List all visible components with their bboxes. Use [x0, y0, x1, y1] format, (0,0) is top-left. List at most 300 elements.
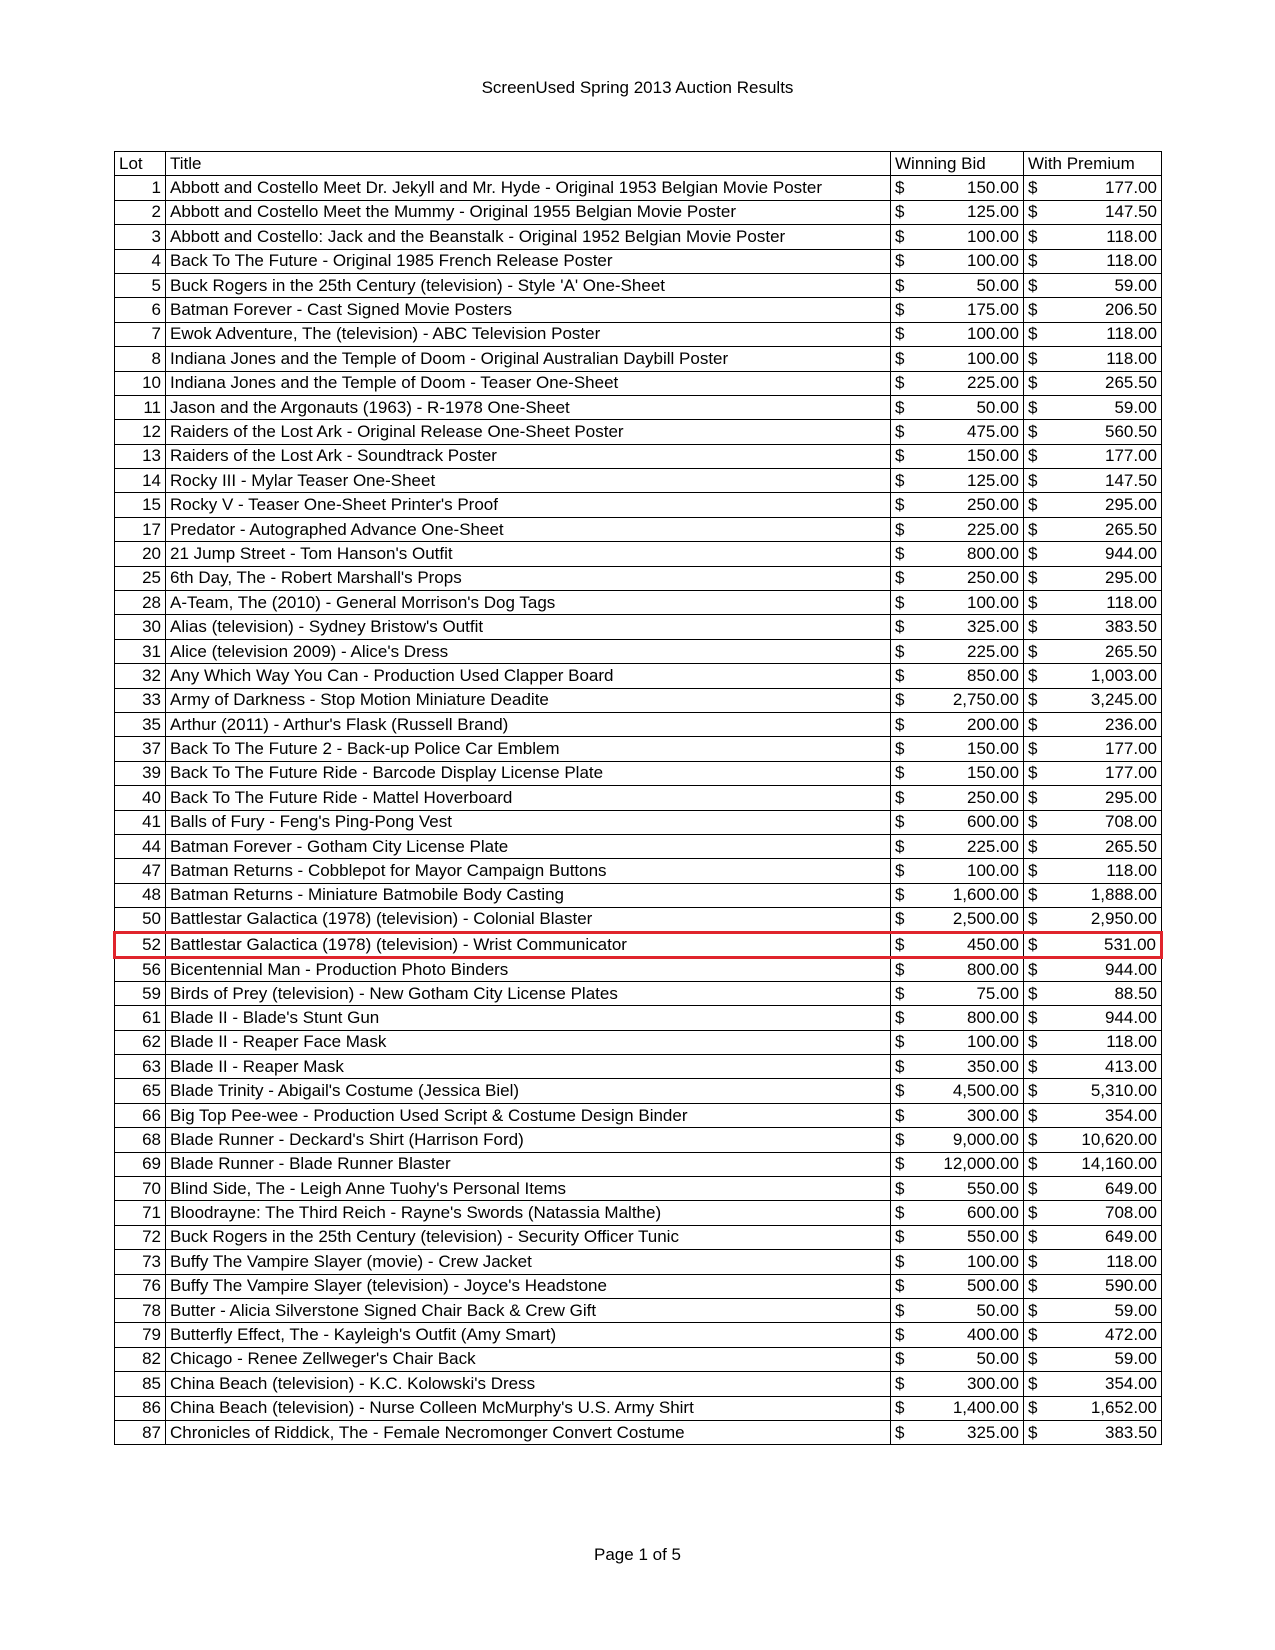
winning-bid-cell	[891, 1347, 1024, 1371]
table-row	[115, 1103, 1162, 1127]
title-cell: China Beach (television) - Nurse Colleen McMurphy's U.S. Army Shirt	[166, 1396, 891, 1420]
lot-cell: 10	[115, 371, 166, 395]
winning-bid-cell	[891, 322, 1024, 346]
table-row	[115, 981, 1162, 1005]
lot-cell: 11	[115, 395, 166, 419]
with-premium-cell	[1024, 1250, 1162, 1274]
lot-cell: 6	[115, 298, 166, 322]
currency-symbol: $	[1028, 861, 1038, 881]
currency-symbol: $	[895, 1032, 905, 1052]
table-row	[115, 298, 1162, 322]
header-lot: Lot	[115, 152, 166, 176]
with-premium-cell	[1024, 957, 1162, 981]
winning-bid-cell	[891, 688, 1024, 712]
winning-bid-value: 225.00	[967, 373, 1019, 393]
lot-cell: 82	[115, 1347, 166, 1371]
winning-bid-cell	[891, 1250, 1024, 1274]
with-premium-cell	[1024, 1006, 1162, 1030]
lot-cell: 85	[115, 1372, 166, 1396]
title-cell: Bloodrayne: The Third Reich - Rayne's Swords (Natassia Malthe)	[166, 1201, 891, 1225]
with-premium-cell	[1024, 786, 1162, 810]
currency-symbol: $	[1028, 1300, 1038, 1320]
winning-bid-cell	[891, 1396, 1024, 1420]
with-premium-value: 10,620.00	[1081, 1129, 1157, 1149]
with-premium-cell	[1024, 737, 1162, 761]
lot-cell: 37	[115, 737, 166, 761]
currency-symbol: $	[895, 812, 905, 832]
document-title: ScreenUsed Spring 2013 Auction Results	[481, 78, 794, 97]
with-premium-cell	[1024, 664, 1162, 688]
winning-bid-value: 200.00	[967, 714, 1019, 734]
table-row	[115, 225, 1162, 249]
lot-cell: 3	[115, 225, 166, 249]
lot-cell: 40	[115, 786, 166, 810]
winning-bid-cell	[891, 273, 1024, 297]
table-row	[115, 371, 1162, 395]
winning-bid-cell	[891, 810, 1024, 834]
winning-bid-cell	[891, 932, 1024, 957]
currency-symbol: $	[1028, 1349, 1038, 1369]
title-cell: Battlestar Galactica (1978) (television) - Wrist Communicator	[166, 932, 891, 957]
title-cell: Buck Rogers in the 25th Century (television) - Security Officer Tunic	[166, 1225, 891, 1249]
winning-bid-cell	[891, 664, 1024, 688]
with-premium-value: 531.00	[1104, 934, 1156, 954]
currency-symbol: $	[895, 348, 905, 368]
lot-cell: 20	[115, 542, 166, 566]
table-header-row	[115, 152, 1162, 176]
currency-symbol: $	[895, 1007, 905, 1027]
currency-symbol: $	[1028, 739, 1038, 759]
lot-cell: 48	[115, 883, 166, 907]
table-row	[115, 1177, 1162, 1201]
winning-bid-value: 325.00	[967, 617, 1019, 637]
winning-bid-value: 1,400.00	[952, 1398, 1019, 1418]
table-body	[115, 176, 1162, 1445]
winning-bid-value: 550.00	[967, 1227, 1019, 1247]
currency-symbol: $	[1028, 617, 1038, 637]
currency-symbol: $	[1028, 665, 1038, 685]
winning-bid-cell	[891, 347, 1024, 371]
winning-bid-value: 12,000.00	[943, 1154, 1019, 1174]
winning-bid-cell	[891, 1323, 1024, 1347]
table-row	[115, 737, 1162, 761]
currency-symbol: $	[1028, 226, 1038, 246]
table-row	[115, 883, 1162, 907]
page-number: Page 1 of 5	[594, 1545, 681, 1564]
winning-bid-value: 600.00	[967, 1203, 1019, 1223]
with-premium-value: 59.00	[1114, 1349, 1157, 1369]
with-premium-value: 295.00	[1105, 787, 1157, 807]
currency-symbol: $	[1028, 251, 1038, 271]
title-cell: Predator - Autographed Advance One-Sheet	[166, 517, 891, 541]
table-row	[115, 1079, 1162, 1103]
currency-symbol: $	[895, 1373, 905, 1393]
title-cell: Raiders of the Lost Ark - Soundtrack Poster	[166, 444, 891, 468]
with-premium-value: 649.00	[1105, 1178, 1157, 1198]
currency-symbol: $	[895, 959, 905, 979]
with-premium-value: 59.00	[1114, 397, 1157, 417]
lot-cell: 5	[115, 273, 166, 297]
table-row	[115, 591, 1162, 615]
winning-bid-cell	[891, 298, 1024, 322]
lot-cell: 56	[115, 957, 166, 981]
winning-bid-value: 100.00	[967, 348, 1019, 368]
title-cell: Back To The Future Ride - Mattel Hoverboard	[166, 786, 891, 810]
currency-symbol: $	[895, 665, 905, 685]
winning-bid-value: 150.00	[967, 739, 1019, 759]
currency-symbol: $	[895, 690, 905, 710]
winning-bid-cell	[891, 371, 1024, 395]
currency-symbol: $	[1028, 1325, 1038, 1345]
currency-symbol: $	[1028, 348, 1038, 368]
with-premium-cell	[1024, 371, 1162, 395]
lot-cell: 70	[115, 1177, 166, 1201]
with-premium-cell	[1024, 761, 1162, 785]
lot-cell: 25	[115, 566, 166, 590]
lot-cell: 33	[115, 688, 166, 712]
with-premium-value: 590.00	[1105, 1276, 1157, 1296]
with-premium-cell	[1024, 981, 1162, 1005]
table-row	[115, 249, 1162, 273]
table-row	[115, 639, 1162, 663]
with-premium-value: 708.00	[1105, 1203, 1157, 1223]
table-row	[115, 566, 1162, 590]
currency-symbol: $	[895, 885, 905, 905]
title-cell: 6th Day, The - Robert Marshall's Props	[166, 566, 891, 590]
with-premium-cell	[1024, 1396, 1162, 1420]
table-row	[115, 810, 1162, 834]
winning-bid-value: 2,500.00	[952, 909, 1019, 929]
with-premium-value: 147.50	[1105, 202, 1157, 222]
lot-cell: 63	[115, 1055, 166, 1079]
currency-symbol: $	[1028, 519, 1038, 539]
title-cell: Rocky III - Mylar Teaser One-Sheet	[166, 469, 891, 493]
table-row	[115, 1274, 1162, 1298]
currency-symbol: $	[895, 714, 905, 734]
table-row	[115, 664, 1162, 688]
winning-bid-value: 300.00	[967, 1373, 1019, 1393]
winning-bid-value: 250.00	[967, 495, 1019, 515]
currency-symbol: $	[895, 470, 905, 490]
currency-symbol: $	[895, 1227, 905, 1247]
with-premium-value: 118.00	[1106, 348, 1157, 368]
lot-cell: 68	[115, 1128, 166, 1152]
winning-bid-cell	[891, 1128, 1024, 1152]
title-cell: Birds of Prey (television) - New Gotham City License Plates	[166, 981, 891, 1005]
table-row	[115, 176, 1162, 200]
header-winning-bid: Winning Bid	[891, 152, 1024, 176]
currency-symbol: $	[895, 1251, 905, 1271]
title-cell: Buffy The Vampire Slayer (movie) - Crew Jacket	[166, 1250, 891, 1274]
table-row	[115, 1201, 1162, 1225]
winning-bid-cell	[891, 615, 1024, 639]
title-cell: Alias (television) - Sydney Bristow's Outfit	[166, 615, 891, 639]
currency-symbol: $	[1028, 1154, 1038, 1174]
table-row	[115, 493, 1162, 517]
winning-bid-value: 50.00	[976, 1349, 1019, 1369]
winning-bid-value: 50.00	[976, 397, 1019, 417]
lot-cell: 62	[115, 1030, 166, 1054]
title-cell: Indiana Jones and the Temple of Doom - Teaser One-Sheet	[166, 371, 891, 395]
winning-bid-cell	[891, 444, 1024, 468]
currency-symbol: $	[895, 373, 905, 393]
lot-cell: 79	[115, 1323, 166, 1347]
table-row	[115, 1055, 1162, 1079]
title-cell: Blade II - Reaper Face Mask	[166, 1030, 891, 1054]
lot-cell: 4	[115, 249, 166, 273]
currency-symbol: $	[1028, 397, 1038, 417]
title-cell: Jason and the Argonauts (1963) - R-1978 One-Sheet	[166, 395, 891, 419]
with-premium-value: 3,245.00	[1090, 690, 1157, 710]
currency-symbol: $	[895, 1349, 905, 1369]
with-premium-value: 944.00	[1105, 1007, 1157, 1027]
with-premium-value: 560.50	[1105, 421, 1157, 441]
currency-symbol: $	[1028, 470, 1038, 490]
title-cell: Chicago - Renee Zellweger's Chair Back	[166, 1347, 891, 1371]
currency-symbol: $	[1028, 690, 1038, 710]
lot-cell: 41	[115, 810, 166, 834]
currency-symbol: $	[1028, 202, 1038, 222]
currency-symbol: $	[895, 1203, 905, 1223]
currency-symbol: $	[895, 934, 905, 954]
winning-bid-cell	[891, 395, 1024, 419]
winning-bid-value: 800.00	[967, 1007, 1019, 1027]
title-cell: Big Top Pee-wee - Production Used Script & Costume Design Binder	[166, 1103, 891, 1127]
title-cell: Blade Runner - Blade Runner Blaster	[166, 1152, 891, 1176]
currency-symbol: $	[895, 226, 905, 246]
winning-bid-value: 4,500.00	[952, 1081, 1019, 1101]
with-premium-cell	[1024, 273, 1162, 297]
lot-cell: 65	[115, 1079, 166, 1103]
lot-cell: 15	[115, 493, 166, 517]
title-cell: Back To The Future Ride - Barcode Display License Plate	[166, 761, 891, 785]
with-premium-cell	[1024, 1128, 1162, 1152]
currency-symbol: $	[895, 495, 905, 515]
title-cell: Arthur (2011) - Arthur's Flask (Russell Brand)	[166, 712, 891, 736]
currency-symbol: $	[895, 251, 905, 271]
currency-symbol: $	[895, 763, 905, 783]
with-premium-value: 147.50	[1105, 470, 1157, 490]
title-cell: Blade II - Reaper Mask	[166, 1055, 891, 1079]
with-premium-value: 2,950.00	[1090, 909, 1157, 929]
currency-symbol: $	[1028, 178, 1038, 198]
winning-bid-cell	[891, 1079, 1024, 1103]
winning-bid-value: 850.00	[967, 665, 1019, 685]
with-premium-cell	[1024, 1079, 1162, 1103]
winning-bid-cell	[891, 908, 1024, 932]
currency-symbol: $	[1028, 1056, 1038, 1076]
title-cell: Abbott and Costello: Jack and the Beanstalk - Original 1952 Belgian Movie Poster	[166, 225, 891, 249]
lot-cell: 47	[115, 859, 166, 883]
with-premium-cell	[1024, 469, 1162, 493]
lot-cell: 28	[115, 591, 166, 615]
with-premium-value: 265.50	[1105, 519, 1157, 539]
with-premium-value: 118.00	[1106, 324, 1157, 344]
winning-bid-value: 100.00	[967, 861, 1019, 881]
with-premium-cell	[1024, 712, 1162, 736]
currency-symbol: $	[895, 421, 905, 441]
title-cell: Batman Forever - Cast Signed Movie Posters	[166, 298, 891, 322]
with-premium-cell	[1024, 932, 1162, 957]
with-premium-value: 383.50	[1105, 617, 1157, 637]
title-cell: Back To The Future - Original 1985 French Release Poster	[166, 249, 891, 273]
winning-bid-cell	[891, 1201, 1024, 1225]
winning-bid-value: 350.00	[967, 1056, 1019, 1076]
winning-bid-value: 100.00	[967, 251, 1019, 271]
with-premium-cell	[1024, 298, 1162, 322]
with-premium-cell	[1024, 688, 1162, 712]
winning-bid-cell	[891, 883, 1024, 907]
title-cell: Bicentennial Man - Production Photo Binders	[166, 957, 891, 981]
currency-symbol: $	[895, 1300, 905, 1320]
with-premium-value: 118.00	[1106, 861, 1157, 881]
winning-bid-value: 800.00	[967, 543, 1019, 563]
winning-bid-value: 225.00	[967, 836, 1019, 856]
title-cell: Blade II - Blade's Stunt Gun	[166, 1006, 891, 1030]
lot-cell: 32	[115, 664, 166, 688]
title-cell: Alice (television 2009) - Alice's Dress	[166, 639, 891, 663]
table-row	[115, 200, 1162, 224]
winning-bid-value: 475.00	[967, 421, 1019, 441]
winning-bid-value: 50.00	[976, 275, 1019, 295]
auction-results-table	[113, 151, 1163, 1445]
currency-symbol: $	[1028, 934, 1038, 954]
table-row	[115, 444, 1162, 468]
title-cell: Batman Forever - Gotham City License Plate	[166, 834, 891, 858]
currency-symbol: $	[895, 275, 905, 295]
winning-bid-value: 125.00	[967, 202, 1019, 222]
currency-symbol: $	[895, 202, 905, 222]
currency-symbol: $	[895, 1154, 905, 1174]
with-premium-value: 383.50	[1105, 1422, 1157, 1442]
table-row	[115, 761, 1162, 785]
with-premium-cell	[1024, 1420, 1162, 1444]
title-cell: Blade Trinity - Abigail's Costume (Jessica Biel)	[166, 1079, 891, 1103]
with-premium-cell	[1024, 200, 1162, 224]
currency-symbol: $	[895, 1081, 905, 1101]
currency-symbol: $	[895, 446, 905, 466]
lot-cell: 78	[115, 1298, 166, 1322]
lot-cell: 8	[115, 347, 166, 371]
winning-bid-cell	[891, 1006, 1024, 1030]
winning-bid-cell	[891, 981, 1024, 1005]
winning-bid-value: 175.00	[967, 300, 1019, 320]
winning-bid-cell	[891, 225, 1024, 249]
winning-bid-cell	[891, 1420, 1024, 1444]
table-row	[115, 1030, 1162, 1054]
with-premium-cell	[1024, 859, 1162, 883]
title-cell: Raiders of the Lost Ark - Original Release One-Sheet Poster	[166, 420, 891, 444]
lot-cell: 30	[115, 615, 166, 639]
lot-cell: 66	[115, 1103, 166, 1127]
with-premium-cell	[1024, 1225, 1162, 1249]
with-premium-cell	[1024, 322, 1162, 346]
with-premium-cell	[1024, 591, 1162, 615]
table-row	[115, 273, 1162, 297]
with-premium-value: 1,003.00	[1090, 665, 1157, 685]
winning-bid-cell	[891, 1225, 1024, 1249]
currency-symbol: $	[895, 1276, 905, 1296]
with-premium-cell	[1024, 1030, 1162, 1054]
with-premium-cell	[1024, 347, 1162, 371]
lot-cell: 44	[115, 834, 166, 858]
lot-cell: 39	[115, 761, 166, 785]
title-cell: Butterfly Effect, The - Kayleigh's Outfit (Amy Smart)	[166, 1323, 891, 1347]
title-cell: Ewok Adventure, The (television) - ABC Television Poster	[166, 322, 891, 346]
with-premium-value: 265.50	[1105, 836, 1157, 856]
with-premium-value: 413.00	[1105, 1056, 1157, 1076]
with-premium-value: 177.00	[1105, 178, 1157, 198]
with-premium-value: 236.00	[1105, 714, 1157, 734]
with-premium-cell	[1024, 249, 1162, 273]
currency-symbol: $	[1028, 1422, 1038, 1442]
title-cell: Abbott and Costello Meet the Mummy - Original 1955 Belgian Movie Poster	[166, 200, 891, 224]
title-cell: Any Which Way You Can - Production Used Clapper Board	[166, 664, 891, 688]
currency-symbol: $	[1028, 446, 1038, 466]
currency-symbol: $	[895, 397, 905, 417]
winning-bid-cell	[891, 1103, 1024, 1127]
winning-bid-value: 100.00	[967, 324, 1019, 344]
table-row	[115, 834, 1162, 858]
title-cell: China Beach (television) - K.C. Kolowski's Dress	[166, 1372, 891, 1396]
table-row	[115, 957, 1162, 981]
winning-bid-value: 225.00	[967, 519, 1019, 539]
currency-symbol: $	[1028, 421, 1038, 441]
with-premium-value: 472.00	[1105, 1325, 1157, 1345]
winning-bid-cell	[891, 737, 1024, 761]
currency-symbol: $	[895, 1178, 905, 1198]
title-cell: Army of Darkness - Stop Motion Miniature Deadite	[166, 688, 891, 712]
table-row	[115, 1420, 1162, 1444]
currency-symbol: $	[1028, 1178, 1038, 1198]
table-row	[115, 786, 1162, 810]
currency-symbol: $	[1028, 592, 1038, 612]
currency-symbol: $	[1028, 763, 1038, 783]
winning-bid-value: 325.00	[967, 1422, 1019, 1442]
winning-bid-value: 75.00	[976, 983, 1019, 1003]
title-cell: Batman Returns - Cobblepot for Mayor Campaign Buttons	[166, 859, 891, 883]
with-premium-value: 295.00	[1105, 568, 1157, 588]
currency-symbol: $	[895, 543, 905, 563]
winning-bid-value: 150.00	[967, 178, 1019, 198]
winning-bid-value: 100.00	[967, 226, 1019, 246]
with-premium-value: 295.00	[1105, 495, 1157, 515]
winning-bid-value: 9,000.00	[952, 1129, 1019, 1149]
winning-bid-cell	[891, 761, 1024, 785]
title-cell: Balls of Fury - Feng's Ping-Pong Vest	[166, 810, 891, 834]
with-premium-cell	[1024, 1347, 1162, 1371]
winning-bid-value: 150.00	[967, 763, 1019, 783]
winning-bid-value: 800.00	[967, 959, 1019, 979]
currency-symbol: $	[895, 1325, 905, 1345]
table-row	[115, 1347, 1162, 1371]
lot-cell: 61	[115, 1006, 166, 1030]
lot-cell: 1	[115, 176, 166, 200]
with-premium-value: 177.00	[1105, 763, 1157, 783]
table-row	[115, 1372, 1162, 1396]
lot-cell: 72	[115, 1225, 166, 1249]
with-premium-value: 59.00	[1114, 275, 1157, 295]
currency-symbol: $	[895, 519, 905, 539]
with-premium-value: 1,888.00	[1090, 885, 1157, 905]
winning-bid-cell	[891, 1298, 1024, 1322]
with-premium-value: 5,310.00	[1090, 1081, 1157, 1101]
currency-symbol: $	[1028, 300, 1038, 320]
title-cell: Buck Rogers in the 25th Century (television) - Style 'A' One-Sheet	[166, 273, 891, 297]
winning-bid-cell	[891, 591, 1024, 615]
table-row	[115, 1006, 1162, 1030]
with-premium-value: 1,652.00	[1090, 1398, 1157, 1418]
